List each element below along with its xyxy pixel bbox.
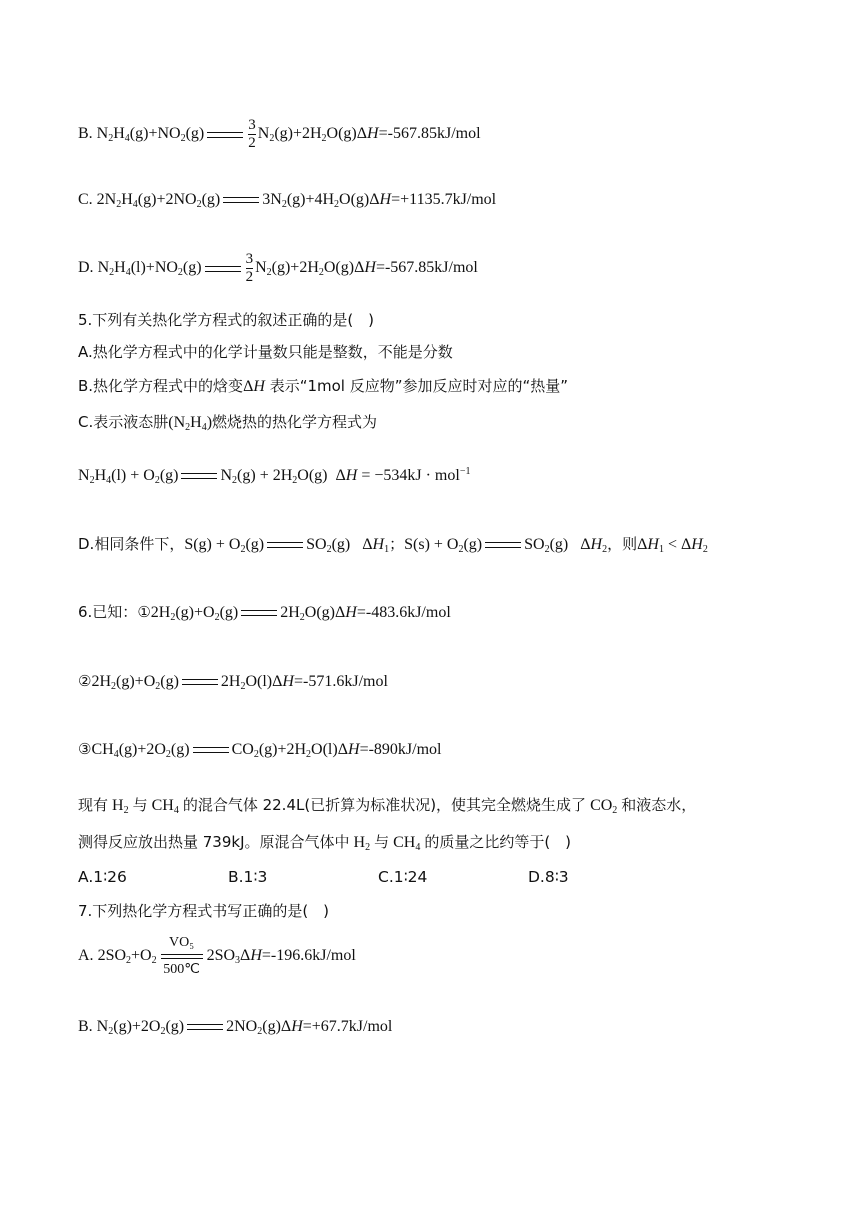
- q6-option-b: B.1∶3: [228, 868, 268, 886]
- q7-option-b: B. $N_2(g)+2O_2(g)$ $2NO_2(g)\Delta H=+67.7kJ$/mol: [78, 1018, 393, 1037]
- q6-text-line-2: 测得反应放出热量 739kJ。原混合气体中 $H_2$ 与 $CH_4$ 的质量之比约等于( ): [78, 833, 572, 853]
- q7-option-a: A. $2SO_2+O_2$ VO₅ 500℃ $2SO_3\Delta H=-196.6kJ$/mol: [78, 935, 356, 977]
- q5-option-d: D.相同条件下，$S(g) + O_2(g)$ $SO_2(g)$ $\Delta H_1$；$S(s) + O_2(g)$ $SO_2(g)$ $\Delta H_2$，则$\Delta H_1 < \Delta H_2$: [78, 535, 708, 555]
- q6-option-d: D.8∶3: [528, 868, 569, 886]
- q5-option-b: B.热化学方程式中的焓变ΔH 表示“1mol 反应物”参加反应时对应的“热量”: [78, 377, 569, 395]
- q6-text-line-1: 现有 $H_2$ 与 $CH_4$ 的混合气体 22.4L(已折算为标准状况)，使其完全燃烧生成了 $CO_2$ 和液态水，: [78, 796, 697, 816]
- q5-option-a: A.热化学方程式中的化学计量数只能是整数，不能是分数: [78, 343, 453, 361]
- q6-equation-1: 6.已知：$①2H_2(g)+O_2(g)$ $2H_2O(g)\Delta H=-483.6kJ$/mol: [78, 603, 451, 623]
- q4-option-b: B. $N_2H_4(g)+NO_2(g)$ $\frac{3}{2}$ $N_2(g)+2H_2O(g)\Delta H=-567.85kJ$/mol: [78, 117, 481, 151]
- q7-stem: 7.下列热化学方程式书写正确的是( ): [78, 902, 330, 920]
- q6-equation-3: $③CH_4(g)+2O_2(g)$ $CO_2(g)+2H_2O(l)\Delta H=-890kJ$/mol: [78, 740, 442, 760]
- q6-option-c: C.1∶24: [378, 868, 428, 886]
- q4-option-d: D. $N_2H_4(l)+NO_2(g)$ $\frac{3}{2}$ $N_2(g)+2H_2O(g)\Delta H=-567.85kJ$/mol: [78, 251, 478, 285]
- q5-option-c: C.表示液态肼$(N_2H_4)$燃烧热的热化学方程式为: [78, 413, 378, 433]
- q4-option-c: C. $2N_2H_4(g)+2NO_2(g)$ $3N_2(g)+4H_2O(g)\Delta H=+1135.7kJ$/mol: [78, 191, 497, 210]
- q6-equation-2: $②2H_2(g)+O_2(g)$ $2H_2O(l)\Delta H=-571.6kJ$/mol: [78, 672, 388, 692]
- q5-stem: 5.下列有关热化学方程式的叙述正确的是( ): [78, 311, 375, 329]
- q6-option-a: A.1∶26: [78, 868, 127, 886]
- q5-option-c-equation: $N_2H_4(l) + O_2(g) N_2(g) + 2H_2O(g) \Delta H = -534kJ \cdot mol^{-1}$: [78, 466, 471, 486]
